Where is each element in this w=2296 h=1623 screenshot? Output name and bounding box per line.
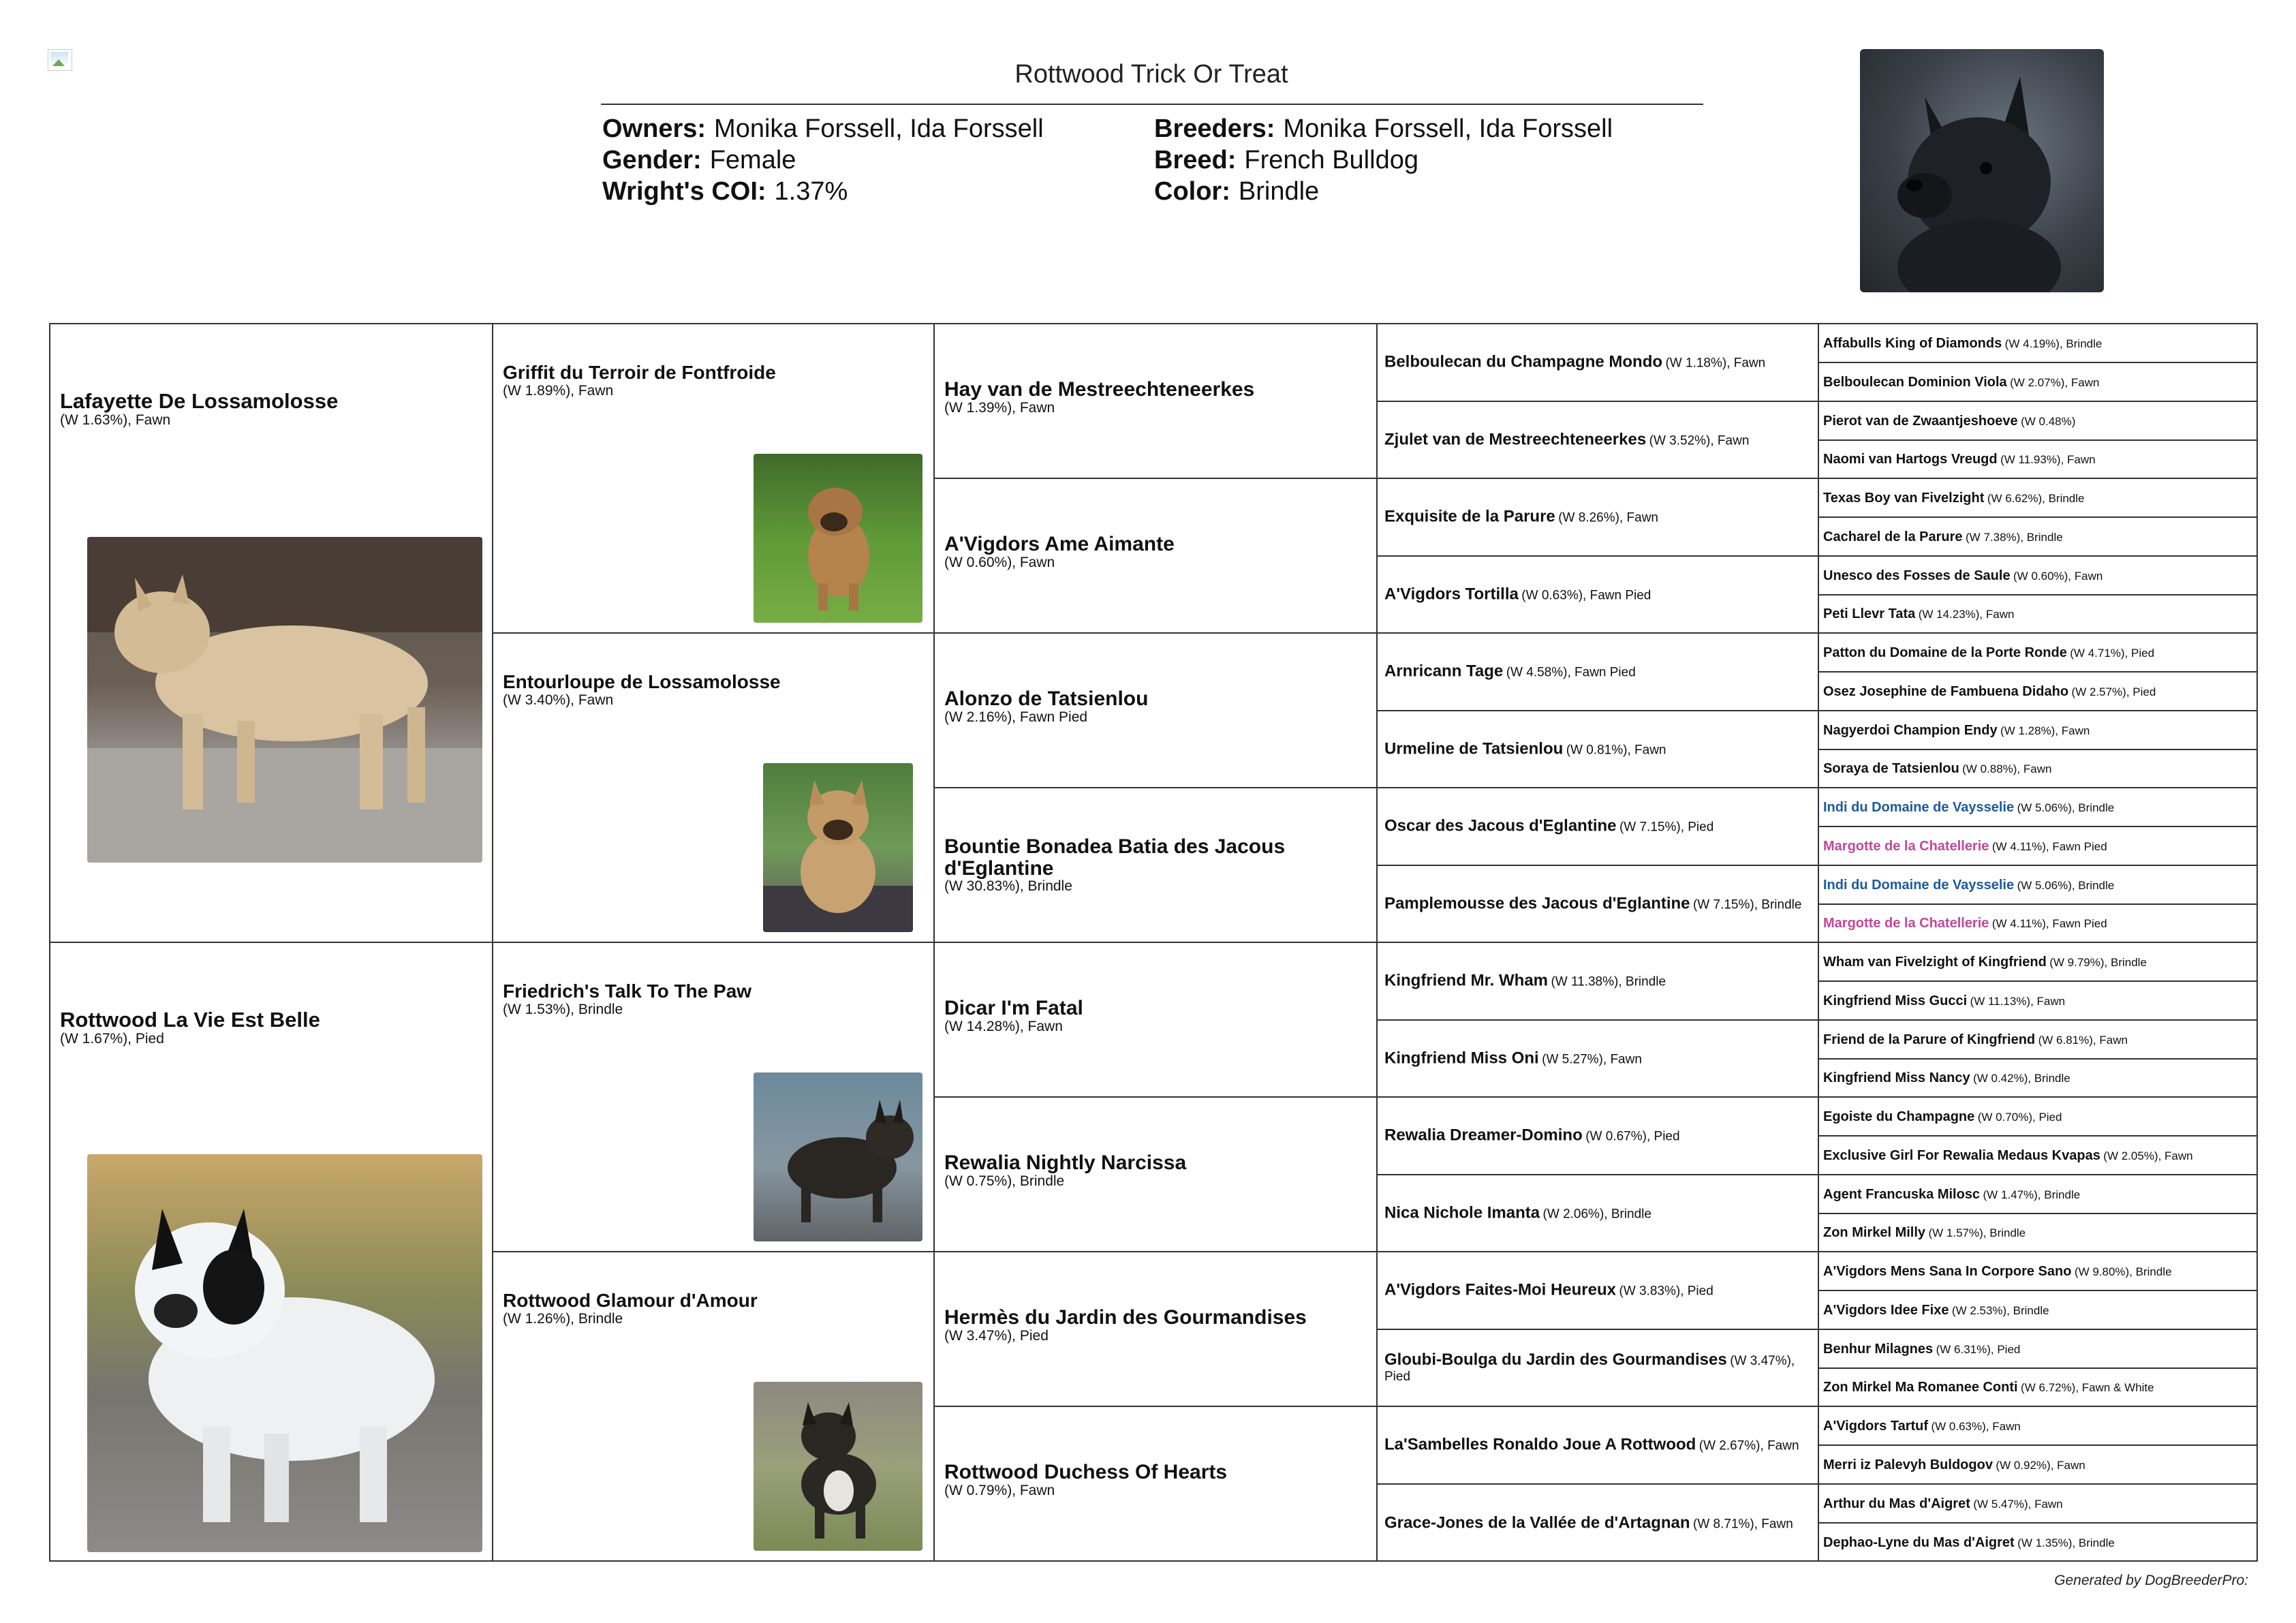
dog-details: (W 30.83%), Brindle bbox=[944, 878, 1072, 894]
pedigree-g5-cell bbox=[1819, 363, 2256, 402]
dog-photo bbox=[754, 1382, 922, 1551]
dog-name: Kingfriend Mr. Wham bbox=[1384, 971, 1548, 990]
dog-name: Grace-Jones de la Vallée de d'Artagnan bbox=[1384, 1513, 1690, 1532]
dog-details: (W 11.13%), Fawn bbox=[1970, 994, 2066, 1008]
dam-photo bbox=[87, 1154, 482, 1552]
dog-name: Wham van Fivelzight of Kingfriend bbox=[1823, 954, 2047, 970]
dog-name: Belboulecan du Champagne Mondo bbox=[1384, 352, 1663, 371]
dog-details: (W 2.16%), Fawn Pied bbox=[944, 709, 1088, 725]
dog-details: (W 7.15%), Brindle bbox=[1692, 897, 1802, 912]
dog-details: (W 0.60%), Fawn bbox=[2013, 569, 2103, 583]
dog-details: (W 0.88%), Fawn bbox=[1962, 762, 2052, 775]
dog-details: (W 0.63%), Fawn Pied bbox=[1521, 588, 1651, 603]
dog-name: Arnricann Tage bbox=[1384, 662, 1504, 681]
pedigree-g4-cell bbox=[1378, 1175, 1819, 1252]
pedigree-g3-cell bbox=[935, 634, 1378, 788]
dog-details: (W 1.47%), Brindle bbox=[1983, 1188, 2081, 1201]
color-value: Brindle bbox=[1238, 177, 1320, 206]
dog-photo bbox=[763, 763, 913, 932]
dog-name: Unesco des Fosses de Saule bbox=[1823, 568, 2011, 583]
dog-sitting-illustration bbox=[763, 763, 913, 932]
dog-name: A'Vigdors Tartuf bbox=[1823, 1418, 1929, 1434]
pedigree-g5-cell bbox=[1819, 1369, 2256, 1407]
breeders-label: Breeders: bbox=[1154, 114, 1275, 143]
pedigree-g5-cell bbox=[1819, 402, 2256, 441]
pedigree-g5-cell bbox=[1819, 557, 2256, 596]
dog-name: Soraya de Tatsienlou bbox=[1823, 761, 1959, 776]
dog-name: Patton du Domaine de la Porte Ronde bbox=[1823, 645, 2067, 660]
gender-value: Female bbox=[709, 146, 796, 174]
dog-name: Pierot van de Zwaantjeshoeve bbox=[1823, 413, 2018, 429]
breeders-value: Monika Forssell, Ida Forssell bbox=[1283, 114, 1613, 143]
dog-details: (W 1.39%), Fawn bbox=[944, 399, 1055, 416]
dog-details: (W 7.15%), Pied bbox=[1619, 820, 1714, 835]
pedigree-g5-cell bbox=[1819, 1175, 2256, 1214]
dog-details: (W 6.62%), Brindle bbox=[1987, 491, 2085, 505]
pedigree-g5-cell bbox=[1819, 634, 2256, 673]
pedigree-g4-cell bbox=[1378, 1330, 1819, 1407]
pedigree-g3-cell bbox=[935, 943, 1378, 1098]
dog-name: Dicar I'm Fatal bbox=[944, 997, 1083, 1019]
pedigree-g5-cell bbox=[1819, 943, 2256, 982]
pedigree-g5-cell bbox=[1819, 711, 2256, 750]
dog-name: Kingfriend Miss Gucci bbox=[1823, 993, 1968, 1008]
breed-row bbox=[1154, 144, 1613, 176]
pedigree-g4-cell bbox=[1378, 1485, 1819, 1562]
dog-details: (W 0.81%), Fawn bbox=[1566, 743, 1666, 758]
pedigree-g2-cell bbox=[493, 634, 935, 943]
dog-name-highlight-pink: Margotte de la Chatellerie bbox=[1823, 916, 1989, 931]
pedigree-g5-cell bbox=[1819, 905, 2256, 943]
dog-details: (W 3.47%), Pied bbox=[944, 1327, 1049, 1344]
dog-details: (W 4.11%), Fawn Pied bbox=[1991, 839, 2107, 853]
pedigree-g2-cell bbox=[493, 1252, 935, 1562]
dog-details: (W 0.75%), Brindle bbox=[944, 1173, 1065, 1189]
dog-name: Entourloupe de Lossamolosse bbox=[503, 671, 781, 692]
dog-name: Nagyerdoi Champion Endy bbox=[1823, 722, 1998, 738]
dog-name: Nica Nichole Imanta bbox=[1384, 1203, 1540, 1222]
dog-name: Belboulecan Dominion Viola bbox=[1823, 374, 2007, 390]
dog-details: (W 4.19%), Brindle bbox=[2004, 337, 2103, 350]
pedigree-g5-cell bbox=[1819, 441, 2256, 479]
dog-details: (W 2.07%), Fawn bbox=[2010, 375, 2100, 389]
dog-fawn-illustration bbox=[754, 454, 922, 623]
pedigree-g4-cell bbox=[1378, 788, 1819, 866]
pedigree-g4-cell bbox=[1378, 324, 1819, 402]
dog-name: A'Vigdors Mens Sana In Corpore Sano bbox=[1823, 1263, 2072, 1279]
pedigree-g3-cell bbox=[935, 1407, 1378, 1562]
color-row bbox=[1154, 176, 1613, 207]
dog-name: A'Vigdors Ame Aimante bbox=[944, 533, 1175, 555]
pedigree-g5-cell bbox=[1819, 982, 2256, 1021]
dog-details: (W 9.80%), Brindle bbox=[2074, 1265, 2172, 1278]
owners-value: Monika Forssell, Ida Forssell bbox=[714, 114, 1044, 143]
dog-details: (W 0.60%), Fawn bbox=[944, 554, 1055, 570]
breeders-row bbox=[1154, 113, 1613, 144]
owners-row bbox=[602, 113, 1044, 144]
pedigree-g4-cell bbox=[1378, 943, 1819, 1021]
dog-name: A'Vigdors Faites-Moi Heureux bbox=[1384, 1280, 1616, 1299]
dog-details: (W 2.67%), Fawn bbox=[1698, 1438, 1799, 1453]
pedigree-g4-cell bbox=[1378, 866, 1819, 943]
dog-details: (W 4.11%), Fawn Pied bbox=[1991, 917, 2107, 930]
pedigree-g5-cell bbox=[1819, 827, 2256, 866]
dog-name: Osez Josephine de Fambuena Didaho bbox=[1823, 683, 2069, 699]
dog-photo bbox=[754, 1072, 922, 1241]
dog-details: (W 1.67%), Pied bbox=[60, 1031, 164, 1047]
dog-name: Griffit du Terroir de Fontfroide bbox=[503, 362, 776, 383]
dog-name: Agent Francuska Milosc bbox=[1823, 1186, 1981, 1202]
dog-details: (W 1.53%), Brindle bbox=[503, 1001, 623, 1017]
dog-name: A'Vigdors Idee Fixe bbox=[1823, 1302, 1949, 1318]
breed-value: French Bulldog bbox=[1244, 146, 1418, 174]
dog-details: (W 0.79%), Fawn bbox=[944, 1482, 1055, 1498]
pedigree-g4-cell bbox=[1378, 634, 1819, 711]
pedigree-g5-cell bbox=[1819, 1098, 2256, 1137]
coi-value: 1.37% bbox=[774, 177, 848, 206]
dog-details: (W 14.23%), Fawn bbox=[1918, 608, 2015, 621]
dog-details: (W 6.72%), Fawn & White bbox=[2021, 1381, 2154, 1394]
dog-name: Benhur Milagnes bbox=[1823, 1341, 1934, 1357]
dog-name: Kingfriend Miss Oni bbox=[1384, 1049, 1539, 1068]
dog-details: (W 1.63%), Fawn bbox=[60, 412, 171, 429]
sire-photo bbox=[87, 537, 482, 863]
pedigree-table bbox=[49, 323, 2258, 1562]
footer-credit: Generated by DogBreederPro: bbox=[2054, 1573, 2248, 1588]
dog-photo bbox=[754, 454, 922, 623]
dog-details: (W 8.71%), Fawn bbox=[1693, 1517, 1793, 1532]
pedigree-g4-cell bbox=[1378, 479, 1819, 557]
breed-label: Breed: bbox=[1154, 146, 1237, 174]
pedigree-g5-cell bbox=[1819, 1252, 2256, 1291]
pedigree-sire bbox=[50, 324, 493, 943]
dog-name-highlight-blue: Indi du Domaine de Vaysselie bbox=[1823, 877, 2015, 893]
dog-details: (W 0.70%), Pied bbox=[1977, 1110, 2062, 1124]
dog-name: Pamplemousse des Jacous d'Eglantine bbox=[1384, 894, 1690, 913]
dog-name: Rottwood Duchess Of Hearts bbox=[944, 1461, 1228, 1483]
dog-details: (W 2.05%), Fawn bbox=[2103, 1149, 2193, 1162]
dog-brindle-illustration bbox=[754, 1072, 922, 1241]
pedigree-g5-cell bbox=[1819, 1407, 2256, 1446]
color-label: Color: bbox=[1154, 177, 1230, 206]
dog-name: Lafayette De Lossamolosse bbox=[60, 389, 339, 413]
pedigree-g2-cell bbox=[493, 324, 935, 634]
dog-name: Exclusive Girl For Rewalia Medaus Kvapas bbox=[1823, 1147, 2100, 1163]
pedigree-g5-cell bbox=[1819, 788, 2256, 827]
dog-details: (W 3.83%), Pied bbox=[1619, 1284, 1713, 1299]
gender-row bbox=[602, 144, 1044, 176]
title-divider bbox=[601, 104, 1703, 105]
dog-name: Exquisite de la Parure bbox=[1384, 507, 1555, 526]
dog-details: (W 14.28%), Fawn bbox=[944, 1018, 1063, 1034]
dog-details: (W 0.63%), Fawn bbox=[1931, 1419, 2021, 1433]
dog-brindle-white-illustration bbox=[754, 1382, 922, 1551]
subject-dog-photo bbox=[1860, 49, 2104, 292]
dog-name: Egoiste du Champagne bbox=[1823, 1109, 1975, 1124]
dog-details: (W 3.40%), Fawn bbox=[503, 692, 614, 708]
pedigree-g2-cell bbox=[493, 943, 935, 1252]
dog-details: (W 3.52%), Fawn bbox=[1649, 433, 1750, 448]
dog-name: Rewalia Nightly Narcissa bbox=[944, 1151, 1187, 1174]
coi-row bbox=[602, 176, 1044, 207]
dog-details: (W 4.71%), Pied bbox=[2070, 646, 2155, 660]
dog-name-highlight-pink: Margotte de la Chatellerie bbox=[1823, 838, 1989, 854]
dog-details: (W 11.93%), Fawn bbox=[2000, 453, 2096, 466]
dog-details: (W 1.35%), Brindle bbox=[2017, 1536, 2115, 1549]
dog-name: Zjulet van de Mestreechteneerkes bbox=[1384, 430, 1647, 449]
dog-details: (W 2.57%), Pied bbox=[2071, 685, 2156, 698]
coi-label: Wright's COI: bbox=[602, 177, 766, 206]
dog-name: Rewalia Dreamer-Domino bbox=[1384, 1126, 1583, 1145]
pedigree-g5-cell bbox=[1819, 479, 2256, 518]
pedigree-g5-cell bbox=[1819, 1021, 2256, 1060]
dog-details: (W 1.89%), Fawn bbox=[503, 382, 614, 399]
dog-details: (W 7.38%), Brindle bbox=[1966, 530, 2063, 544]
dog-name: Dephao-Lyne du Mas d'Aigret bbox=[1823, 1535, 2015, 1550]
pedigree-g3-cell bbox=[935, 479, 1378, 634]
dog-details: (W 11.38%), Brindle bbox=[1551, 974, 1666, 989]
pedigree-g5-cell bbox=[1819, 673, 2256, 711]
owners-label: Owners: bbox=[602, 114, 707, 143]
dog-details: (W 3.47%), Pied bbox=[1384, 1353, 1795, 1385]
pedigree-g4-cell bbox=[1378, 1407, 1819, 1485]
document-title: Rottwood Trick Or Treat bbox=[1014, 60, 1288, 89]
pedigree-g5-cell bbox=[1819, 324, 2256, 363]
dog-name: La'Sambelles Ronaldo Joue A Rottwood bbox=[1384, 1435, 1696, 1454]
pedigree-g5-cell bbox=[1819, 1330, 2256, 1369]
dog-details: (W 8.26%), Fawn bbox=[1558, 510, 1658, 525]
pedigree-g5-cell bbox=[1819, 1060, 2256, 1098]
dog-details: (W 0.67%), Pied bbox=[1585, 1129, 1680, 1144]
pedigree-g5-cell bbox=[1819, 518, 2256, 557]
pedigree-g3-cell bbox=[935, 788, 1378, 943]
info-right bbox=[1154, 113, 1613, 207]
dog-name: Cacharel de la Parure bbox=[1823, 529, 1963, 544]
dog-details: (W 0.92%), Fawn bbox=[1996, 1458, 2085, 1472]
dog-name: A'Vigdors Tortilla bbox=[1384, 585, 1519, 604]
dog-details: (W 1.57%), Brindle bbox=[1928, 1226, 2026, 1239]
dog-name: Gloubi-Boulga du Jardin des Gourmandises bbox=[1384, 1350, 1727, 1369]
dog-details: (W 5.27%), Fawn bbox=[1542, 1052, 1642, 1067]
pedigree-g5-cell bbox=[1819, 1524, 2256, 1562]
pedigree-g3-cell bbox=[935, 1252, 1378, 1407]
pedigree-g4-cell bbox=[1378, 1021, 1819, 1098]
dog-details: (W 1.18%), Fawn bbox=[1665, 356, 1766, 371]
dog-name: Hermès du Jardin des Gourmandises bbox=[944, 1306, 1307, 1329]
dog-pied-illustration bbox=[87, 1154, 482, 1552]
dog-name: Kingfriend Miss Nancy bbox=[1823, 1070, 1970, 1085]
info-left bbox=[602, 113, 1044, 207]
dog-details: (W 2.53%), Brindle bbox=[1951, 1303, 2049, 1317]
dog-details: (W 6.81%), Fawn bbox=[2038, 1033, 2128, 1047]
dog-details: (W 2.06%), Brindle bbox=[1542, 1207, 1651, 1222]
dog-name-highlight-blue: Indi du Domaine de Vaysselie bbox=[1823, 799, 2015, 815]
pedigree-g5-cell bbox=[1819, 596, 2256, 634]
dog-name: Oscar des Jacous d'Eglantine bbox=[1384, 816, 1617, 835]
dog-name: Zon Mirkel Milly bbox=[1823, 1225, 1926, 1240]
pedigree-g4-cell bbox=[1378, 1098, 1819, 1175]
dog-name: Bountie Bonadea Batia des Jacous d'Eglantine bbox=[944, 835, 1286, 880]
pedigree-g5-cell bbox=[1819, 866, 2256, 905]
pedigree-g5-cell bbox=[1819, 1485, 2256, 1524]
dog-name: Friedrich's Talk To The Paw bbox=[503, 980, 752, 1002]
pedigree-g5-cell bbox=[1819, 1137, 2256, 1175]
dog-name: Peti Llevr Tata bbox=[1823, 606, 1916, 621]
dog-name: Zon Mirkel Ma Romanee Conti bbox=[1823, 1380, 2018, 1395]
pedigree-g5-cell bbox=[1819, 1291, 2256, 1330]
dog-details: (W 0.48%) bbox=[2021, 414, 2076, 428]
pedigree-g4-cell bbox=[1378, 402, 1819, 479]
dog-name: Hay van de Mestreechteneerkes bbox=[944, 378, 1255, 401]
pedigree-g5-cell bbox=[1819, 1214, 2256, 1252]
dog-details: (W 5.06%), Brindle bbox=[2017, 801, 2115, 814]
dog-details: (W 5.47%), Fawn bbox=[1973, 1497, 2063, 1511]
dog-name: Urmeline de Tatsienlou bbox=[1384, 739, 1564, 758]
pedigree-dam bbox=[50, 943, 493, 1562]
dog-name: Affabulls King of Diamonds bbox=[1823, 335, 2002, 351]
pedigree-g4-cell bbox=[1378, 557, 1819, 634]
dog-details: (W 5.06%), Brindle bbox=[2017, 878, 2115, 892]
dog-name: Arthur du Mas d'Aigret bbox=[1823, 1496, 1970, 1511]
pedigree-g3-cell bbox=[935, 324, 1378, 479]
dog-name: Rottwood Glamour d'Amour bbox=[503, 1290, 758, 1311]
pedigree-g4-cell bbox=[1378, 1252, 1819, 1330]
logo-image-placeholder bbox=[48, 49, 72, 71]
dog-name: Merri iz Palevyh Buldogov bbox=[1823, 1457, 1993, 1472]
dog-name: Rottwood La Vie Est Belle bbox=[60, 1008, 320, 1032]
dog-details: (W 1.26%), Brindle bbox=[503, 1310, 623, 1327]
dog-standing-illustration bbox=[87, 537, 482, 863]
dog-name: Naomi van Hartogs Vreugd bbox=[1823, 452, 1998, 467]
pedigree-g5-cell bbox=[1819, 1446, 2256, 1485]
dog-details: (W 9.79%), Brindle bbox=[2049, 955, 2147, 969]
pedigree-g3-cell bbox=[935, 1098, 1378, 1252]
dog-details: (W 6.31%), Pied bbox=[1936, 1342, 2021, 1356]
dog-details: (W 4.58%), Fawn Pied bbox=[1506, 665, 1636, 680]
pedigree-g4-cell bbox=[1378, 711, 1819, 788]
dog-details: (W 1.28%), Fawn bbox=[2000, 724, 2090, 737]
pedigree-g5-cell bbox=[1819, 750, 2256, 788]
dog-details: (W 0.42%), Brindle bbox=[1973, 1072, 2070, 1085]
dog-name: Alonzo de Tatsienlou bbox=[944, 687, 1149, 710]
dog-head-illustration bbox=[1860, 49, 2104, 292]
dog-name: Texas Boy van Fivelzight bbox=[1823, 490, 1985, 506]
dog-name: Friend de la Parure of Kingfriend bbox=[1823, 1032, 2036, 1047]
gender-label: Gender: bbox=[602, 146, 702, 174]
